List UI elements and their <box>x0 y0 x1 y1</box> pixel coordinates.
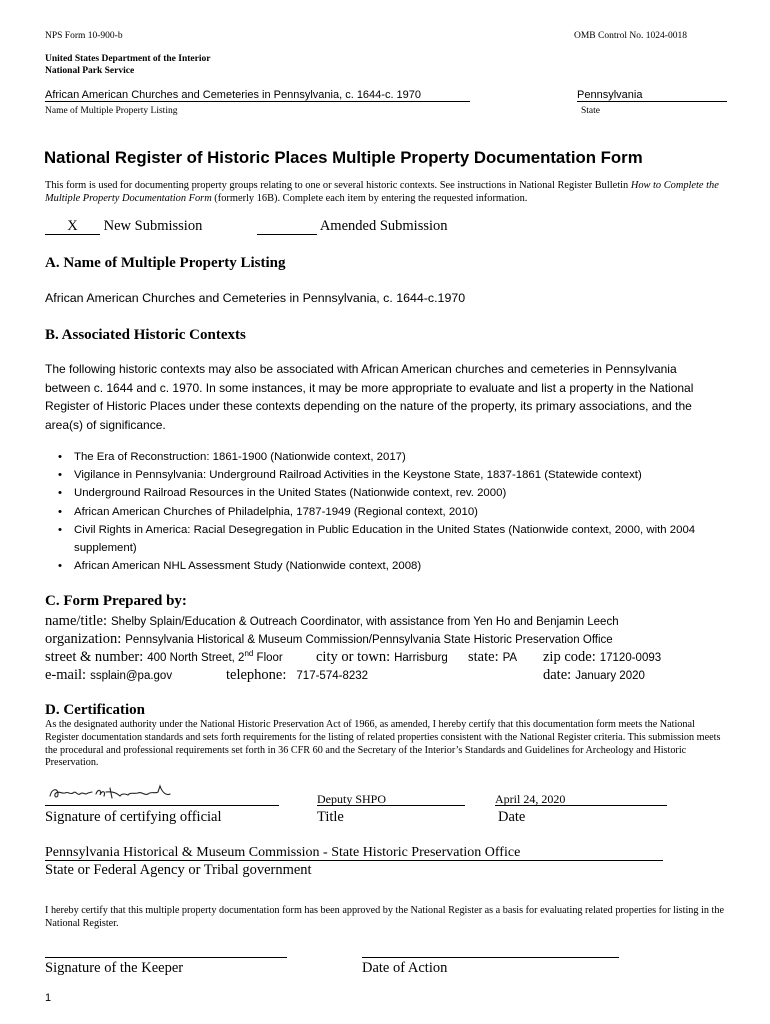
form-number: NPS Form 10-900-b <box>45 31 123 41</box>
new-submission <box>45 218 202 235</box>
property-name-field: African American Churches and Cemeteries in Pennsylvania, c. 1644-c. 1970 <box>45 89 470 102</box>
amended-submission-label: Amended Submission <box>319 218 448 234</box>
section-a-value: African American Churches and Cemeteries in Pennsylvania, c. 1644-c.1970 <box>45 291 466 305</box>
intro-text-main: This form is used for documenting property groups relating to one or several historic contexts. See instructions in National Register Bulletin <box>45 180 631 191</box>
section-a-heading: A. Name of Multiple Property Listing <box>45 255 286 271</box>
keeper-signature-label: Signature of the Keeper <box>45 960 184 976</box>
city-row <box>316 648 448 666</box>
date-of-action-line <box>362 957 619 958</box>
date-line <box>495 805 667 806</box>
page-title: National Register of Historic Places Multiple Property Documentation Form <box>44 148 643 167</box>
agency-line <box>45 860 663 861</box>
service-name: National Park Service <box>45 66 135 76</box>
title-field <box>317 792 465 807</box>
certifying-signature <box>46 782 186 806</box>
approval-text: I hereby certify that this multiple property documentation form has been approved by the National Register as a basis for evaluating related properties for listing in the National Register. <box>45 905 724 929</box>
keeper-signature-line <box>45 957 287 958</box>
organization-label: organization: <box>45 631 122 647</box>
date-row <box>543 666 645 684</box>
city-label: city or town: <box>316 649 391 665</box>
section-d-heading: D. Certification <box>45 702 145 718</box>
list-item: • The Era of Reconstruction: 1861-1900 (Nationwide context, 2017) <box>58 448 738 466</box>
section-b-heading: B. Associated Historic Contexts <box>45 327 246 343</box>
state-field: Pennsylvania <box>577 89 727 102</box>
agency-field <box>45 845 663 861</box>
historic-contexts-list <box>58 448 738 575</box>
page-number: 1 <box>45 992 52 1004</box>
street-value <box>147 649 283 664</box>
amended-submission-mark[interactable] <box>257 219 317 235</box>
date-value: April 24, 2020 <box>495 792 566 806</box>
list-item: • Vigilance in Pennsylvania: Underground Railroad Activities in the Keystone State, 1837-1861 (Statewide context) <box>58 466 738 484</box>
state-label: State <box>581 106 600 116</box>
state-row <box>468 648 517 666</box>
date-of-action-label: Date of Action <box>362 960 448 976</box>
zip-row <box>543 648 661 666</box>
certification-text: As the designated authority under the National Historic Preservation Act of 1966, as amended, I hereby certify that this documentation form meets the National Register documentation standards and sets forth requirements for the listing of related properties consistent with the National Register criteria. This submission meets the procedural and professional requirements set forth in 36 CFR 60 and the Secretary of the Interior’s Standards and Guidelines for Archeology and Historic Preservation. <box>45 719 721 769</box>
c-state-value: PA <box>502 652 518 664</box>
date-field <box>495 792 667 807</box>
title-label: Title <box>317 809 344 825</box>
list-item: • Civil Rights in America: Racial Desegregation in Public Education in the United States (Nationwide context, 2000, with 2004 supplement) <box>58 521 738 557</box>
prepared-date-label: date: <box>543 667 572 683</box>
street-value-end: Floor <box>253 652 283 664</box>
email-label: e-mail: <box>45 667 87 683</box>
organization-value: Pennsylvania Historical & Museum Commission/Pennsylvania State Historic Preservation Office <box>125 634 613 646</box>
zip-label: zip code: <box>543 649 596 665</box>
signature-line <box>45 805 279 806</box>
email-value: ssplain@pa.gov <box>90 670 173 682</box>
street-label: street & number: <box>45 649 144 665</box>
intro-text-italic: How to Complete the Multiple Property Documentation Form <box>45 180 719 205</box>
prepared-date-value: January 2020 <box>575 670 645 682</box>
title-line <box>317 805 465 806</box>
property-name-label: Name of Multiple Property Listing <box>45 106 178 116</box>
new-submission-label: New Submission <box>103 218 203 234</box>
street-value-main: 400 North Street, 2 <box>147 652 245 664</box>
title-value: Deputy SHPO <box>317 792 387 806</box>
name-title-label: name/title: <box>45 613 108 629</box>
list-item: • African American NHL Assessment Study (Nationwide context, 2008) <box>58 557 738 575</box>
telephone-row <box>226 666 368 684</box>
signature-label: Signature of certifying official <box>45 809 222 825</box>
date-label: Date <box>498 809 526 825</box>
list-item: • Underground Railroad Resources in the United States (Nationwide context, rev. 2000) <box>58 484 738 502</box>
agency-value: Pennsylvania Historical & Museum Commission - State Historic Preservation Office <box>45 845 521 860</box>
intro-text-end: (formerly 16B). Complete each item by entering the requested information. <box>211 193 528 205</box>
agency-label: State or Federal Agency or Tribal government <box>45 862 312 878</box>
zip-value: 17120-0093 <box>599 652 662 664</box>
department-name: United States Department of the Interior <box>45 54 211 64</box>
name-title-row <box>45 612 619 630</box>
intro-text <box>45 179 735 206</box>
telephone-label: telephone: <box>226 667 287 683</box>
c-state-label: state: <box>468 649 499 665</box>
section-b-text: The following historic contexts may also be associated with African American churches and cemeteries in Pennsylvania between c. 1644 and c. 1970. In some instances, it may be more appropriate to evaluate and list a property in the National Register of Historic Places under these contexts depending on the nature of the property, its primary associations, and the area(s) of significance. <box>45 362 694 432</box>
organization-row <box>45 630 613 648</box>
section-c-heading: C. Form Prepared by: <box>45 593 187 609</box>
amended-submission <box>257 218 448 235</box>
name-title-value: Shelby Splain/Education & Outreach Coordinator, with assistance from Yen Ho and Benjamin Leech <box>111 616 619 628</box>
city-value: Harrisburg <box>394 652 448 664</box>
email-row <box>45 666 172 684</box>
new-submission-mark[interactable]: X <box>45 219 100 235</box>
telephone-value: 717-574-8232 <box>296 670 369 682</box>
list-item: • African American Churches of Philadelphia, 1787-1949 (Regional context, 2010) <box>58 503 738 521</box>
street-row <box>45 648 283 666</box>
street-value-sup: nd <box>244 649 254 659</box>
omb-control-number: OMB Control No. 1024-0018 <box>574 31 687 41</box>
